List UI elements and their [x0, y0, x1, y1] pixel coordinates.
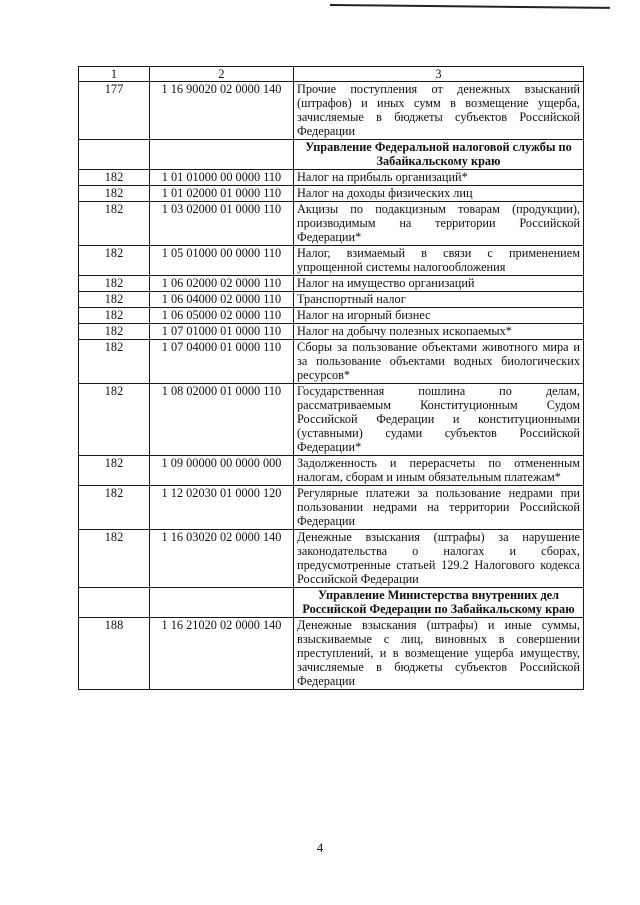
column-header-3: 3	[294, 67, 584, 82]
admin-code-cell: 182	[79, 340, 150, 384]
revenue-codes-table	[78, 66, 584, 690]
revenue-name-cell: Транспортный налог	[294, 292, 584, 308]
revenue-code-cell: 1 06 04000 02 0000 110	[150, 292, 294, 308]
table-row	[79, 456, 584, 486]
admin-code-cell: 182	[79, 530, 150, 588]
admin-code-cell: 182	[79, 186, 150, 202]
table-row	[79, 202, 584, 246]
admin-code-cell: 177	[79, 82, 150, 140]
revenue-name-cell: Налог, взимаемый в связи с применением упрощенной системы налогообложения	[294, 246, 584, 276]
empty-cell	[79, 140, 150, 170]
admin-code-cell: 182	[79, 324, 150, 340]
column-header-2: 2	[150, 67, 294, 82]
empty-cell	[150, 140, 294, 170]
revenue-name-cell: Денежные взыскания (штрафы) и иные суммы, взыскиваемые с лиц, виновных в совершении преступлений, и в возмещение ущерба имуществу, зачисляемые в бюджеты субъектов Российской Федерации	[294, 618, 584, 690]
table-row	[79, 618, 584, 690]
admin-code-cell: 182	[79, 292, 150, 308]
admin-code-cell: 182	[79, 384, 150, 456]
revenue-name-cell: Налог на прибыль организаций*	[294, 170, 584, 186]
table-header-row	[79, 67, 584, 82]
revenue-code-cell: 1 05 01000 00 0000 110	[150, 246, 294, 276]
revenue-code-cell: 1 03 02000 01 0000 110	[150, 202, 294, 246]
top-scan-rule	[330, 4, 610, 9]
admin-code-cell: 188	[79, 618, 150, 690]
revenue-code-cell: 1 16 90020 02 0000 140	[150, 82, 294, 140]
revenue-code-cell: 1 01 01000 00 0000 110	[150, 170, 294, 186]
table-row	[79, 324, 584, 340]
table-row	[79, 308, 584, 324]
revenue-name-cell: Сборы за пользование объектами животного мира и за пользование объектами водных биологических ресурсов*	[294, 340, 584, 384]
table-row	[79, 170, 584, 186]
revenue-code-cell: 1 09 00000 00 0000 000	[150, 456, 294, 486]
page-number: 4	[316, 840, 324, 855]
revenue-code-cell: 1 06 05000 02 0000 110	[150, 308, 294, 324]
revenue-name-cell: Денежные взыскания (штрафы) за нарушение законодательства о налогах и сборах, предусмотренные статьей 129.2 Налогового кодекса Российской Федерации	[294, 530, 584, 588]
revenue-code-cell: 1 07 01000 01 0000 110	[150, 324, 294, 340]
table-row	[79, 276, 584, 292]
table-row	[79, 486, 584, 530]
revenue-code-cell: 1 12 02030 01 0000 120	[150, 486, 294, 530]
table-row	[79, 384, 584, 456]
revenue-code-cell: 1 08 02000 01 0000 110	[150, 384, 294, 456]
admin-code-cell: 182	[79, 486, 150, 530]
revenue-name-cell: Налог на игорный бизнес	[294, 308, 584, 324]
revenue-name-cell: Налог на доходы физических лиц	[294, 186, 584, 202]
revenue-code-cell: 1 06 02000 02 0000 110	[150, 276, 294, 292]
table-body	[79, 67, 584, 690]
section-title: Управление Министерства внутренних дел Российской Федерации по Забайкальскому краю	[294, 588, 584, 618]
admin-code-cell: 182	[79, 202, 150, 246]
revenue-name-cell: Акцизы по подакцизным товарам (продукции), производимым на территории Российской Федерации*	[294, 202, 584, 246]
revenue-code-cell: 1 01 02000 01 0000 110	[150, 186, 294, 202]
revenue-name-cell: Задолженность и перерасчеты по отмененным налогам, сборам и иным обязательным платежам*	[294, 456, 584, 486]
revenue-code-cell: 1 16 03020 02 0000 140	[150, 530, 294, 588]
table-row	[79, 292, 584, 308]
section-title: Управление Федеральной налоговой службы по Забайкальскому краю	[294, 140, 584, 170]
section-header-row	[79, 588, 584, 618]
revenue-name-cell: Прочие поступления от денежных взысканий (штрафов) и иных сумм в возмещение ущерба, зачисляемые в бюджеты субъектов Российской Федерации	[294, 82, 584, 140]
empty-cell	[150, 588, 294, 618]
table-row	[79, 340, 584, 384]
admin-code-cell: 182	[79, 170, 150, 186]
column-header-1: 1	[79, 67, 150, 82]
revenue-code-cell: 1 07 04000 01 0000 110	[150, 340, 294, 384]
revenue-code-cell: 1 16 21020 02 0000 140	[150, 618, 294, 690]
table-row	[79, 186, 584, 202]
admin-code-cell: 182	[79, 246, 150, 276]
revenue-name-cell: Налог на добычу полезных ископаемых*	[294, 324, 584, 340]
table-row	[79, 82, 584, 140]
empty-cell	[79, 588, 150, 618]
admin-code-cell: 182	[79, 276, 150, 292]
admin-code-cell: 182	[79, 308, 150, 324]
admin-code-cell: 182	[79, 456, 150, 486]
table-row	[79, 246, 584, 276]
revenue-name-cell: Регулярные платежи за пользование недрами при пользовании недрами на территории Российской Федерации	[294, 486, 584, 530]
table-row	[79, 530, 584, 588]
section-header-row	[79, 140, 584, 170]
revenue-name-cell: Государственная пошлина по делам, рассматриваемым Конституционным Судом Российской Федерации и конституционными (уставными) судами субъектов Российской Федерации*	[294, 384, 584, 456]
revenue-name-cell: Налог на имущество организаций	[294, 276, 584, 292]
